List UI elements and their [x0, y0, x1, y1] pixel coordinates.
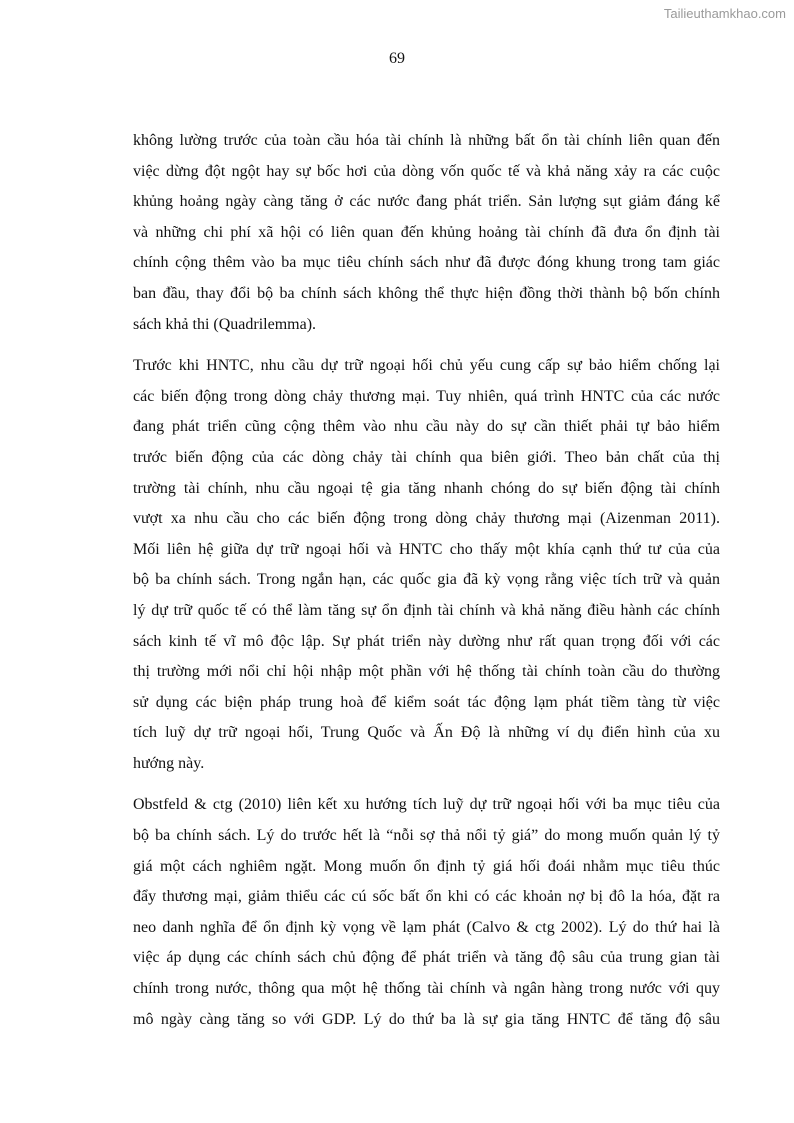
text-line: Trước khi HNTC, nhu cầu dự trữ ngoại hối chủ yếu cung cấp sự bảo hiểm chống lại [133, 357, 720, 375]
text-line: ban đầu, thay đổi bộ ba chính sách không thể thực hiện đồng thời thành bộ bốn chính [133, 284, 720, 302]
text-line: thị trường mới nổi chỉ hội nhập một phần với hệ thống tài chính toàn cầu do thường [133, 663, 720, 681]
text-line: trước biến động của các dòng chảy tài chính qua biên giới. Theo bản chất của thị [133, 448, 720, 466]
text-line: các biến động trong dòng chảy thương mại. Tuy nhiên, quá trình HNTC của các nước [133, 387, 720, 405]
document-body [133, 126, 720, 1046]
text-line: và những chi phí xã hội có liên quan đến khủng hoảng tài chính đã đưa ổn định tài [133, 223, 720, 241]
text-line: neo danh nghĩa để ổn định kỳ vọng về lạm phát (Calvo & ctg 2002). Lý do thứ hai là [133, 918, 720, 936]
paragraph-2 [133, 351, 720, 779]
text-line: sách khả thi (Quadrilemma). [133, 315, 317, 333]
text-line: sử dụng các biện pháp trung hoà để kiểm soát tác động lạm phát tiềm tàng từ việc [133, 693, 720, 711]
text-line: hướng này. [133, 754, 205, 772]
text-line: mô ngày càng tăng so với GDP. Lý do thứ ba là sự gia tăng HNTC để tăng độ sâu [133, 1010, 720, 1028]
text-line: Obstfeld & ctg (2010) liên kết xu hướng tích luỹ dự trữ ngoại hối với ba mục tiêu của [133, 796, 720, 814]
text-line: chính trong nước, thông qua một hệ thống tài chính và ngân hàng trong nước với quy [133, 980, 720, 998]
text-line: việc áp dụng các chính sách chủ động để phát triển và tăng độ sâu của trung gian tài [133, 949, 720, 967]
text-line: bộ ba chính sách. Trong ngắn hạn, các quốc gia đã kỳ vọng rằng việc tích trữ và quản [133, 571, 720, 589]
page-number: 69 [389, 50, 405, 67]
paragraph-1 [133, 126, 720, 340]
text-line: tích luỹ dự trữ ngoại hối, Trung Quốc và Ấn Độ là những ví dụ điển hình của xu [133, 724, 720, 742]
text-line: giá một cách nghiêm ngặt. Mong muốn ổn định tỷ giá hối đoái nhằm mục tiêu thúc [133, 857, 720, 875]
text-line: Mối liên hệ giữa dự trữ ngoại hối và HNTC cho thấy một khía cạnh thứ tư của của [133, 540, 720, 558]
text-line: chính cộng thêm vào ba mục tiêu chính sách như đã được đóng khung trong tam giác [133, 254, 720, 272]
paragraph-3 [133, 790, 720, 1035]
text-line: sách kinh tế vĩ mô độc lập. Sự phát triển này dường như rất quan trọng đối với các [133, 632, 720, 650]
text-line: lý dự trữ quốc tế có thể làm tăng sự ổn định tài chính và khả năng điều hành các chính [133, 601, 720, 619]
text-line: vượt xa nhu cầu cho các biến động trong dòng chảy thương mại (Aizenman 2011). [133, 510, 720, 528]
watermark-text: Tailieuthamkhao.com [663, 6, 786, 21]
text-line: khủng hoảng ngày càng tăng ở các nước đang phát triển. Sản lượng sụt giảm đáng kể [133, 193, 720, 211]
text-line: bộ ba chính sách. Lý do trước hết là “nỗi sợ thả nổi tỷ giá” do mong muốn quản lý tỷ [133, 827, 720, 845]
text-line: đang phát triển cũng cộng thêm vào nhu cầu này do sự cần thiết phải tự bảo hiểm [133, 418, 720, 436]
text-line: trường tài chính, nhu cầu ngoại tệ gia tăng nhanh chóng do sự biến động tài chính [133, 479, 720, 497]
text-line: không lường trước của toàn cầu hóa tài chính là những bất ổn tài chính liên quan đến [133, 132, 720, 149]
text-line: đẩy thương mại, giảm thiểu các cú sốc bất ổn khi có các khoản nợ bị đô la hóa, đặt ra [133, 888, 720, 906]
text-line: việc dừng đột ngột hay sự bốc hơi của dòng vốn quốc tế và khả năng xảy ra các cuộc [133, 162, 720, 180]
